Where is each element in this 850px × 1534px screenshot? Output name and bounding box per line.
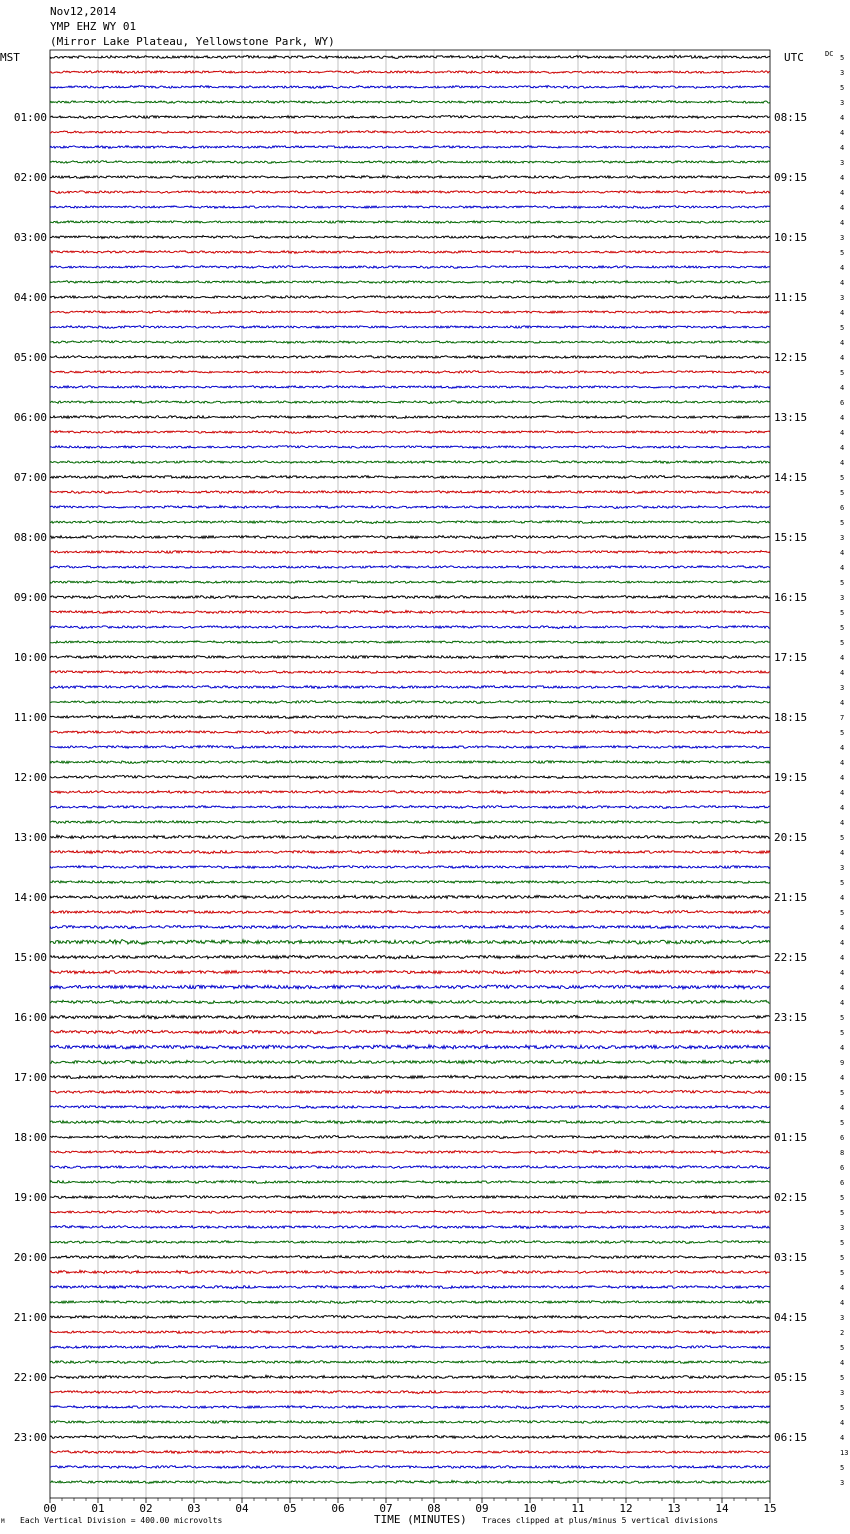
dc-value: 3 (840, 159, 845, 167)
x-tick-label: 13 (667, 1502, 681, 1515)
trace-row (50, 461, 770, 464)
left-hour-label: 06:00 (13, 411, 47, 424)
dc-value: 4 (840, 1434, 845, 1442)
dc-value: 4 (840, 1419, 845, 1427)
dc-value: 5 (840, 579, 845, 587)
dc-value: 5 (840, 1344, 845, 1352)
dc-value: 4 (840, 894, 845, 902)
dc-value: 4 (840, 669, 845, 677)
dc-value: 3 (840, 99, 845, 107)
dc-value: 4 (840, 849, 845, 857)
trace-row (50, 55, 770, 58)
dc-value: 3 (840, 594, 845, 602)
dc-value: 4 (840, 204, 845, 212)
trace-row (50, 791, 770, 794)
dc-value: 4 (840, 219, 845, 227)
dc-value: 5 (840, 1374, 845, 1382)
trace-row (50, 1451, 770, 1454)
trace-row (50, 1390, 770, 1393)
footer-left-mark: M (1, 1518, 5, 1525)
right-hour-label: 20:15 (774, 831, 808, 844)
dc-value: 5 (840, 834, 845, 842)
right-hour-label: 01:15 (774, 1131, 808, 1144)
right-hour-label: 15:15 (774, 531, 808, 544)
trace-row (50, 1466, 770, 1469)
dc-value: 6 (840, 1134, 845, 1142)
dc-value: 4 (840, 1074, 845, 1082)
left-hour-label: 16:00 (13, 1011, 47, 1024)
trace-row (50, 731, 770, 734)
dc-value: 4 (840, 264, 845, 272)
x-tick-label: 08 (427, 1502, 441, 1515)
dc-value: 4 (840, 459, 845, 467)
trace-row (50, 566, 770, 569)
left-hour-label: 15:00 (13, 951, 47, 964)
dc-value: 4 (840, 339, 845, 347)
trace-row (50, 581, 770, 584)
dc-value: 4 (840, 549, 845, 557)
dc-value: 3 (840, 69, 845, 77)
trace-row (50, 415, 770, 418)
trace-row (50, 1180, 770, 1183)
dc-value: 4 (840, 279, 845, 287)
dc-value: 4 (840, 969, 845, 977)
dc-value: 4 (840, 1359, 845, 1367)
right-timezone-label: UTC (784, 51, 804, 64)
dc-value: 13 (840, 1449, 849, 1457)
trace-row (50, 1150, 770, 1153)
trace-row (50, 655, 770, 658)
trace-row (50, 1480, 770, 1483)
left-timezone-label: MST (0, 51, 20, 64)
dc-value: 4 (840, 939, 845, 947)
dc-value: 5 (840, 1269, 845, 1277)
dc-value: 5 (840, 369, 845, 377)
dc-value: 5 (840, 489, 845, 497)
dc-value: 5 (840, 909, 845, 917)
dc-value: 4 (840, 759, 845, 767)
x-tick-label: 11 (571, 1502, 585, 1515)
dc-value: 5 (840, 1254, 845, 1262)
dc-value: 5 (840, 474, 845, 482)
left-hour-label: 12:00 (13, 771, 47, 784)
right-hour-label: 10:15 (774, 231, 808, 244)
dc-value: 3 (840, 684, 845, 692)
trace-row (50, 1255, 770, 1258)
trace-row (50, 850, 770, 853)
x-tick-label: 07 (379, 1502, 393, 1515)
dc-value: 5 (840, 1209, 845, 1217)
left-hour-label: 04:00 (13, 291, 47, 304)
left-hour-label: 21:00 (13, 1311, 47, 1324)
dc-value: 4 (840, 1104, 845, 1112)
right-hour-label: 14:15 (774, 471, 808, 484)
trace-row (50, 101, 770, 104)
trace-row (50, 236, 770, 239)
trace-row (50, 341, 770, 344)
trace-row (50, 1060, 770, 1064)
trace-row (50, 866, 770, 869)
trace-row (50, 1075, 770, 1078)
x-axis-title: TIME (MINUTES) (374, 1513, 467, 1526)
trace-row (50, 266, 770, 269)
dc-value: 4 (840, 744, 845, 752)
dc-value: 4 (840, 954, 845, 962)
right-hour-label: 00:15 (774, 1071, 808, 1084)
scale-note: Each Vertical Division = 400.00 microvolts (20, 1516, 223, 1525)
x-tick-label: 03 (187, 1502, 201, 1515)
x-tick-label: 10 (523, 1502, 537, 1515)
trace-row (50, 206, 770, 209)
dc-value: 5 (840, 609, 845, 617)
dc-value: 5 (840, 249, 845, 257)
dc-value: 4 (840, 774, 845, 782)
dc-value: 6 (840, 504, 845, 512)
right-hour-label: 21:15 (774, 891, 808, 904)
dc-value: 4 (840, 1044, 845, 1052)
dc-value: 5 (840, 1119, 845, 1127)
trace-row (50, 356, 770, 359)
trace-row (50, 1270, 770, 1273)
dc-value: 4 (840, 144, 845, 152)
right-hour-label: 03:15 (774, 1251, 808, 1264)
dc-value: 4 (840, 189, 845, 197)
dc-column-label: DC (825, 50, 834, 58)
trace-row (50, 1166, 770, 1169)
trace-row (50, 1435, 770, 1438)
trace-row (50, 940, 770, 945)
left-hour-label: 22:00 (13, 1371, 47, 1384)
trace-row (50, 431, 770, 434)
dc-value: 4 (840, 819, 845, 827)
left-hour-label: 14:00 (13, 891, 47, 904)
dc-value: 5 (840, 1029, 845, 1037)
dc-value: 3 (840, 294, 845, 302)
left-hour-label: 18:00 (13, 1131, 47, 1144)
dc-value: 4 (840, 789, 845, 797)
dc-value: 5 (840, 1194, 845, 1202)
dc-value: 4 (840, 309, 845, 317)
trace-row (50, 371, 770, 374)
right-hour-label: 18:15 (774, 711, 808, 724)
trace-row (50, 1136, 770, 1139)
trace-row (50, 1226, 770, 1229)
dc-value: 4 (840, 1284, 845, 1292)
header-station: YMP EHZ WY 01 (50, 20, 137, 33)
dc-value: 3 (840, 1389, 845, 1397)
trace-row (50, 191, 770, 194)
trace-row (50, 1346, 770, 1349)
trace-row (50, 281, 770, 284)
trace-row (50, 895, 770, 899)
dc-value: 4 (840, 924, 845, 932)
trace-row (50, 715, 770, 718)
trace-row (50, 551, 770, 554)
trace-row (50, 911, 770, 914)
dc-value: 3 (840, 864, 845, 872)
left-hour-label: 03:00 (13, 231, 47, 244)
dc-value: 5 (840, 1239, 845, 1247)
trace-row (50, 1120, 770, 1123)
x-tick-label: 00 (43, 1502, 57, 1515)
left-hour-label: 11:00 (13, 711, 47, 724)
dc-value: 4 (840, 129, 845, 137)
x-tick-label: 09 (475, 1502, 489, 1515)
left-hour-label: 02:00 (13, 171, 47, 184)
left-hour-label: 20:00 (13, 1251, 47, 1264)
dc-value: 3 (840, 234, 845, 242)
dc-value: 4 (840, 804, 845, 812)
x-tick-label: 06 (331, 1502, 345, 1515)
dc-value: 4 (840, 699, 845, 707)
trace-row (50, 985, 770, 989)
trace-row (50, 835, 770, 839)
trace-row (50, 146, 770, 149)
trace-row (50, 955, 770, 959)
trace-row (50, 536, 770, 539)
left-hour-label: 05:00 (13, 351, 47, 364)
right-hour-label: 19:15 (774, 771, 808, 784)
trace-row (50, 86, 770, 89)
trace-row (50, 1301, 770, 1304)
dc-value: 3 (840, 534, 845, 542)
left-hour-label: 07:00 (13, 471, 47, 484)
dc-value: 6 (840, 399, 845, 407)
trace-row (50, 671, 770, 674)
trace-row (50, 1015, 770, 1019)
axis-labels (0, 50, 848, 1526)
dc-value: 4 (840, 999, 845, 1007)
trace-row (50, 1211, 770, 1214)
dc-value: 7 (840, 714, 845, 722)
trace-row (50, 1285, 770, 1288)
dc-value: 5 (840, 1404, 845, 1412)
right-hour-label: 02:15 (774, 1191, 808, 1204)
trace-row (50, 761, 770, 764)
right-hour-label: 09:15 (774, 171, 808, 184)
dc-value: 5 (840, 1464, 845, 1472)
trace-row (50, 610, 770, 613)
trace-row (50, 161, 770, 164)
trace-row (50, 1375, 770, 1378)
left-hour-label: 01:00 (13, 111, 47, 124)
trace-row (50, 476, 770, 479)
dc-value: 3 (840, 1479, 845, 1487)
trace-row (50, 446, 770, 449)
trace-row (50, 521, 770, 524)
dc-value: 5 (840, 324, 845, 332)
trace-row (50, 595, 770, 598)
trace-row (50, 821, 770, 824)
left-hour-label: 23:00 (13, 1431, 47, 1444)
dc-value: 8 (840, 1149, 845, 1157)
trace-row (50, 745, 770, 748)
dc-value: 4 (840, 984, 845, 992)
x-tick-label: 14 (715, 1502, 729, 1515)
dc-value: 5 (840, 519, 845, 527)
right-hour-label: 17:15 (774, 651, 808, 664)
dc-value: 5 (840, 624, 845, 632)
x-tick-label: 01 (91, 1502, 105, 1515)
dc-value: 4 (840, 354, 845, 362)
trace-row (50, 116, 770, 119)
trace-row (50, 491, 770, 494)
trace-row (50, 221, 770, 224)
trace-row (50, 881, 770, 884)
x-tick-label: 04 (235, 1502, 249, 1515)
trace-row (50, 311, 770, 314)
header-location: (Mirror Lake Plateau, Yellowstone Park, WY) (50, 35, 335, 48)
trace-row (50, 1030, 770, 1034)
right-hour-label: 11:15 (774, 291, 808, 304)
trace-row (50, 806, 770, 809)
trace-row (50, 251, 770, 254)
dc-value: 4 (840, 114, 845, 122)
trace-row (50, 1045, 770, 1049)
trace-row (50, 626, 770, 629)
right-hour-label: 16:15 (774, 591, 808, 604)
trace-row (50, 1241, 770, 1244)
dc-value: 4 (840, 444, 845, 452)
dc-value: 3 (840, 1224, 845, 1232)
dc-value: 4 (840, 429, 845, 437)
clip-note: Traces clipped at plus/minus 5 vertical divisions (482, 1516, 719, 1525)
trace-row (50, 1361, 770, 1364)
trace-row (50, 1106, 770, 1109)
trace-row (50, 1406, 770, 1409)
dc-value: 4 (840, 414, 845, 422)
trace-row (50, 775, 770, 778)
trace-row (50, 686, 770, 689)
dc-value: 5 (840, 879, 845, 887)
trace-row (50, 386, 770, 389)
left-hour-label: 13:00 (13, 831, 47, 844)
right-hour-label: 23:15 (774, 1011, 808, 1024)
left-hour-label: 09:00 (13, 591, 47, 604)
right-hour-label: 22:15 (774, 951, 808, 964)
trace-rows (50, 55, 770, 1483)
dc-value: 3 (840, 1314, 845, 1322)
trace-row (50, 1000, 770, 1003)
dc-value: 5 (840, 54, 845, 62)
x-tick-label: 12 (619, 1502, 633, 1515)
dc-value: 4 (840, 174, 845, 182)
x-tick-label: 02 (139, 1502, 153, 1515)
trace-row (50, 641, 770, 644)
trace-row (50, 1090, 770, 1093)
dc-value: 5 (840, 1014, 845, 1022)
dc-value: 5 (840, 84, 845, 92)
trace-row (50, 1421, 770, 1424)
header-date: Nov12,2014 (50, 5, 117, 18)
trace-row (50, 701, 770, 704)
left-hour-label: 10:00 (13, 651, 47, 664)
dc-value: 4 (840, 384, 845, 392)
right-hour-label: 13:15 (774, 411, 808, 424)
x-tick-label: 05 (283, 1502, 297, 1515)
trace-row (50, 1331, 770, 1334)
left-hour-label: 08:00 (13, 531, 47, 544)
dc-value: 5 (840, 639, 845, 647)
right-hour-label: 04:15 (774, 1311, 808, 1324)
dc-value: 5 (840, 729, 845, 737)
trace-row (50, 296, 770, 299)
right-hour-label: 12:15 (774, 351, 808, 364)
trace-row (50, 401, 770, 404)
dc-value: 9 (840, 1059, 845, 1067)
left-hour-label: 17:00 (13, 1071, 47, 1084)
right-hour-label: 08:15 (774, 111, 808, 124)
dc-value: 4 (840, 1299, 845, 1307)
trace-row (50, 925, 770, 928)
trace-row (50, 970, 770, 973)
x-tick-label: 15 (763, 1502, 777, 1515)
trace-row (50, 131, 770, 134)
dc-value: 5 (840, 1089, 845, 1097)
trace-row (50, 1196, 770, 1199)
left-hour-label: 19:00 (13, 1191, 47, 1204)
dc-value: 6 (840, 1179, 845, 1187)
trace-row (50, 175, 770, 178)
right-hour-label: 05:15 (774, 1371, 808, 1384)
trace-row (50, 71, 770, 74)
trace-row (50, 1315, 770, 1318)
dc-value: 6 (840, 1164, 845, 1172)
dc-value: 4 (840, 654, 845, 662)
dc-value: 2 (840, 1329, 845, 1337)
right-hour-label: 06:15 (774, 1431, 808, 1444)
trace-row (50, 326, 770, 329)
dc-value: 4 (840, 564, 845, 572)
trace-row (50, 506, 770, 509)
